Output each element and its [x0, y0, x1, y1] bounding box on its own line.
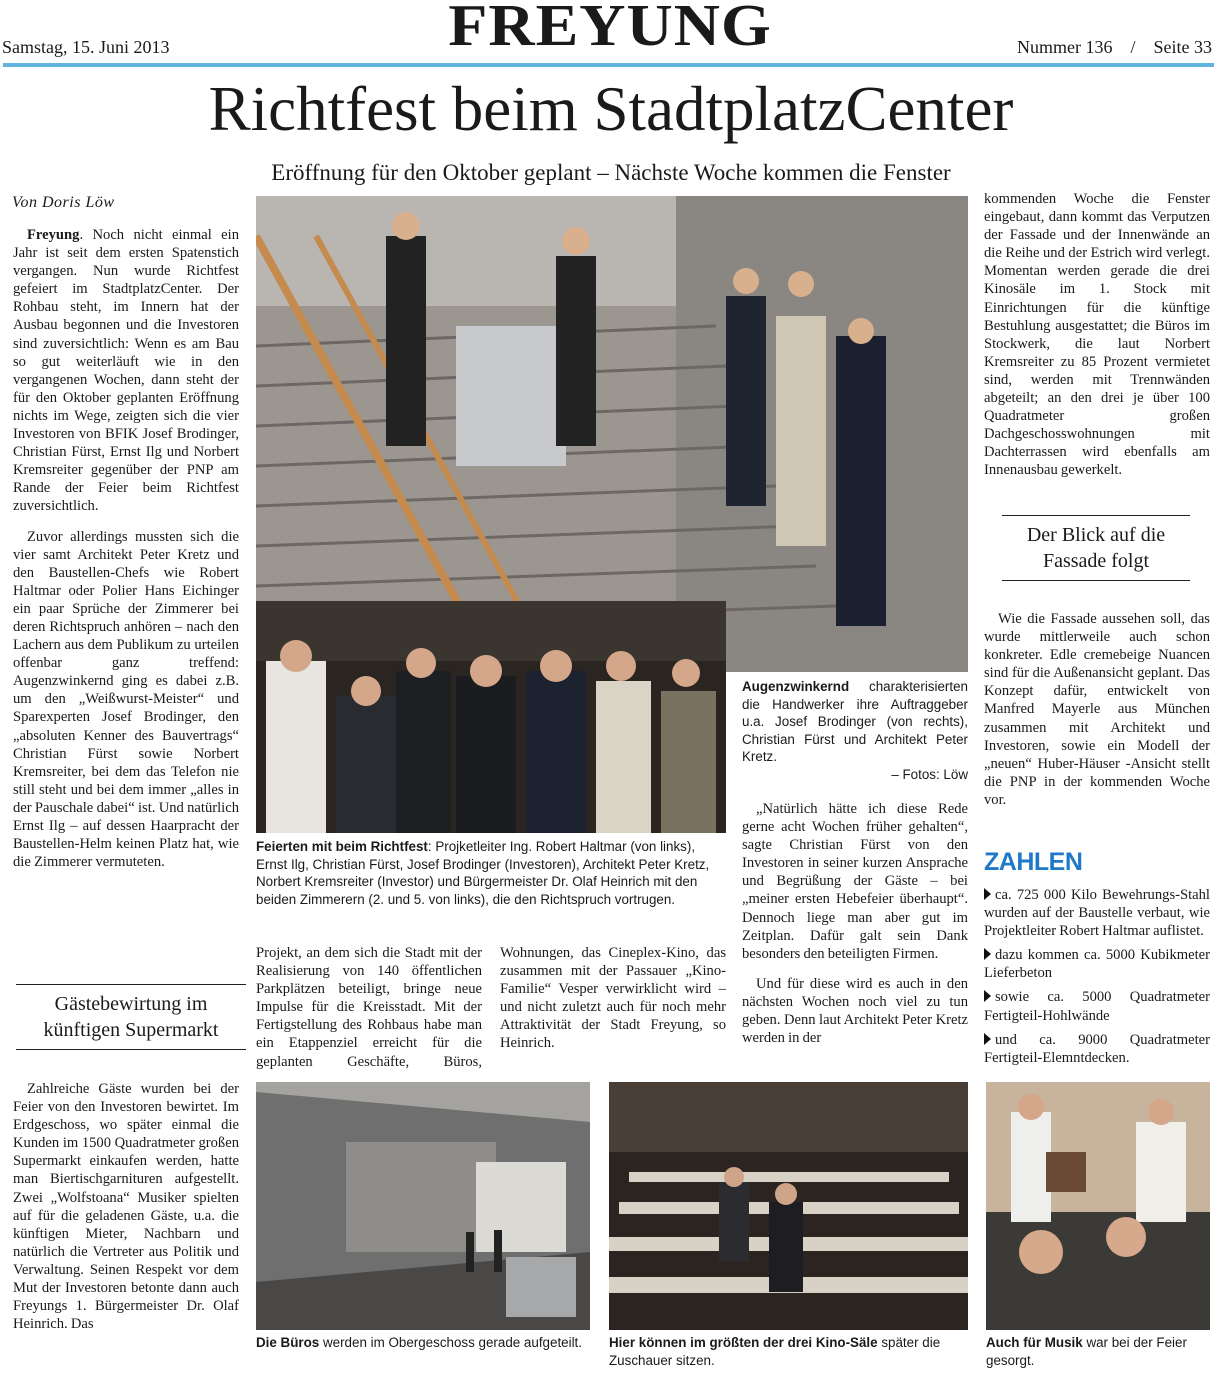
list-item — [984, 946, 1210, 982]
article-column-4 — [984, 190, 1210, 492]
photo-cinema — [609, 1082, 968, 1330]
triangle-bullet-icon — [984, 888, 991, 900]
paragraph: Wie die Fassade aussehen soll, das wurde mittlerweile auch schon konkreter. Edle cremebeige Nuancen sind für die Außenansicht geplant. Das Konzept dafür, entwickelt von Manfred Mayerle aus München zusammen mit Architekt und Investoren, sowie ein Modell der „neuen“ Huber-Häuser -Ansicht stellt die PNP in der kommenden Woche vor. — [984, 611, 1210, 808]
photo-group — [256, 601, 726, 833]
caption-group — [256, 838, 726, 908]
photo-offices — [256, 1082, 590, 1330]
paragraph — [13, 226, 239, 516]
photo-music-image — [986, 1082, 1210, 1330]
subheadline: Eröffnung für den Oktober geplant – Nächste Woche kommen die Fenster — [271, 160, 951, 185]
triangle-bullet-icon — [984, 990, 991, 1002]
article-column-3 — [742, 800, 968, 1059]
caption-text: war bei der Feier gesorgt. — [986, 1335, 1187, 1368]
photo-offices-image — [256, 1082, 590, 1330]
list-item-text: und ca. 9000 Quadratmeter Fertigteil-Elemntdecken. — [984, 1031, 1210, 1066]
caption-text: werden im Obergeschoss gerade aufgeteilt. — [319, 1335, 583, 1350]
list-item-text: ca. 725 000 Kilo Bewehrungs-Stahl wurden auf der Baustelle verbaut, wie Projektleiter Robert Haltmar auflistet. — [984, 887, 1210, 940]
caption-text: später die Zuschauer sitzen. — [609, 1335, 941, 1368]
caption-text: : Projketleiter Ing. Robert Haltmar (von links), Ernst Ilg, Christian Fürst, Josef Brodinger (Investoren), Architekt Peter Kretz, Norbert Kremsreiter (Investor) und Bürgermeister Dr. Olaf Heinrich mit den beiden Zimmerern (2. und 5. von links), die den Richtspruch vortrugen. — [256, 839, 710, 907]
list-item — [984, 1031, 1210, 1067]
caption-stairs — [742, 678, 968, 783]
caption-text: charakterisierten die Handwerker ihre Auftraggeber u.a. Josef Brodinger (von rechts), Christian Fürst und Architekt Peter Kretz. — [742, 679, 968, 764]
triangle-bullet-icon — [984, 948, 991, 960]
article-column-2 — [256, 944, 726, 1071]
paragraph: Projekt, an dem sich die Stadt mit der Realisierung von 140 öffentlichen Parkplätzen beteiligt, bringe neue Impulse für die Kreisstadt. Mit der Fertigstellung des Rohbaus habe man ein Etappenziel erreicht für die geplanten Geschäfte, Büros, Wohnungen, das Cineplex-Kino, das zusammen mit der Passauer „Kino-Familie“ Vesper verwirklicht wird – und nicht zuletzt auch für noch mehr Attraktivität der Stadt Freyung, so Heinrich. — [256, 945, 726, 1070]
caption-music — [986, 1334, 1210, 1369]
zahlen-title: ZAHLEN — [984, 848, 1083, 876]
caption-offices — [256, 1334, 590, 1352]
masthead: FREYUNG — [448, 0, 772, 58]
zahlen-list — [984, 886, 1210, 1073]
photo-cinema-image — [609, 1082, 968, 1330]
headline: Richtfest beim StadtplatzCenter — [208, 74, 1014, 144]
list-item-text: sowie ca. 5000 Quadratmeter Fertigteil-Hohlwände — [984, 989, 1210, 1024]
author-byline: Von Doris Löw — [12, 194, 115, 211]
page-info — [1017, 37, 1212, 58]
header-rule — [3, 63, 1214, 67]
list-item-text: dazu kommen ca. 5000 Kubikmeter Lieferbeton — [984, 947, 1210, 982]
paragraph: kommenden Woche die Fenster eingebaut, dann kommt das Verputzen der Fassade und der Innenwände an die Reihe und der Estrich wird verlegt. Momentan werden gerade die drei Kinosäle im 1. Stock mit Einrichtungen für die künftige Bestuhlung ausgestattet; die Büros im Stockwerk, die laut Norbert Kremsreiter zu 85 Prozent vermietet sind, werden mit Trennwänden abgeteilt; an den drei je über 100 Quadratmeter großen Dachgeschosswohnungen mit Dachterrassen wird ebenfalls am Innenausbau gewerkelt. — [984, 191, 1210, 479]
separator: / — [1130, 37, 1136, 57]
subhead-supermarkt: Gästebewirtung im künftigen Supermarkt — [16, 984, 246, 1050]
paragraph: Zahlreiche Gäste wurden bei der Feier von den Investoren bewirtet. Im Erdgeschoss, wo später einmal die Kunden im 1500 Quadratmeter großen Supermarkt einkaufen werden, hatte man Biertischgarnituren aufgestellt. Zwei „Wolfstoana“ Musiker spielten auf für die geladenen Gäste, u.a. die künftigen Mieter, Nachbarn und natürlich die Vertreter aus Politik und Verwaltung. Seinen Respekt vor dem Mut der Investoren betonte dann auch Freyungs 1. Bürgermeister Dr. Olaf Heinrich. Das — [13, 1081, 239, 1333]
caption-lead: Hier können im größten der drei Kino-Säle — [609, 1335, 878, 1350]
list-item — [984, 988, 1210, 1024]
article-column-4-continued — [984, 610, 1210, 821]
photo-group-image — [256, 601, 726, 833]
caption-cinema — [609, 1334, 968, 1369]
paragraph: Zuvor allerdings mussten sich die vier samt Architekt Peter Kretz und den Baustellen-Chefs wie Robert Haltmar oder Polier Hans Eichinger ein paar Sprüche der Zimmerer bei deren Richtspruch anhören – nach den Lachern aus dem Publikum zu urteilen offenbar ganz treffend: Augenzwinkernd ging es dabei z.B. um den „Weißwurst-Meister“ und Sparexperten Josef Brodinger, den „absoluten Kenner des Bauvertrags“ Christian Fürst sowie Norbert Kremsreiter, bei dem das Telefon nie still steht und bei dem immer „alles in der Pauschale dabei“ ist. Und natürlich Ernst Ilg – auf dessen Haarpracht der Baustellen-Helm keinen Platz hat, wie die Zimmerer vermuteten. — [13, 528, 239, 871]
subhead-fassade: Der Blick auf die Fassade folgt — [1002, 515, 1190, 581]
triangle-bullet-icon — [984, 1033, 991, 1045]
dateline: Freyung — [27, 227, 80, 243]
caption-lead: Auch für Musik — [986, 1335, 1083, 1350]
paragraph: „Natürlich hätte ich diese Rede gerne acht Wochen früher gehalten“, sagte Christian Fürst von den Investoren in seiner kurzen Ansprache und Begrüßung der Gäste – bei „meiner ersten Hebefeier überhaupt“. Dennoch liege man aber gut im Zeitplan. Dafür galt sein Dank besonders den beteiligten Firmen. — [742, 801, 968, 962]
issue-date: Samstag, 15. Juni 2013 — [2, 37, 170, 57]
caption-lead: Feierten mit beim Richtfest — [256, 839, 428, 854]
article-column-1-continued — [13, 1080, 239, 1345]
article-column-1 — [13, 226, 239, 883]
caption-lead: Augenzwinkernd — [742, 679, 850, 694]
list-item — [984, 886, 1210, 940]
paragraph: Und für diese wird es auch in den nächsten Wochen noch viel zu tun geben. Denn laut Architekt Peter Kretz werden in der — [742, 975, 968, 1047]
issue-number: Nummer 136 — [1017, 37, 1113, 57]
caption-lead: Die Büros — [256, 1335, 320, 1350]
paragraph-text: . Noch nicht einmal ein Jahr ist seit dem ersten Spatenstich vergangen. Nun wurde Richtfest gefeiert im StadtplatzCenter. Der Rohbau steht, im Innern hat der Ausbau begonnen und die Investoren sind zuversichtlich: Wenn es am Bau so gut weiterläuft wie in den vergangenen Wochen, dann steht der für den Oktober geplanten Eröffnung nichts im Wege, zeigten sich die vier Investoren von BFIK Josef Brodinger, Christian Fürst, Ernst Ilg und Norbert Kremsreiter gegenüber der PNP am Rande der Feier beim Richtfest zuversichtlich. — [13, 227, 239, 515]
page-number: Seite 33 — [1153, 37, 1212, 57]
photo-credit: – Fotos: Löw — [891, 766, 968, 782]
photo-music — [986, 1082, 1210, 1330]
